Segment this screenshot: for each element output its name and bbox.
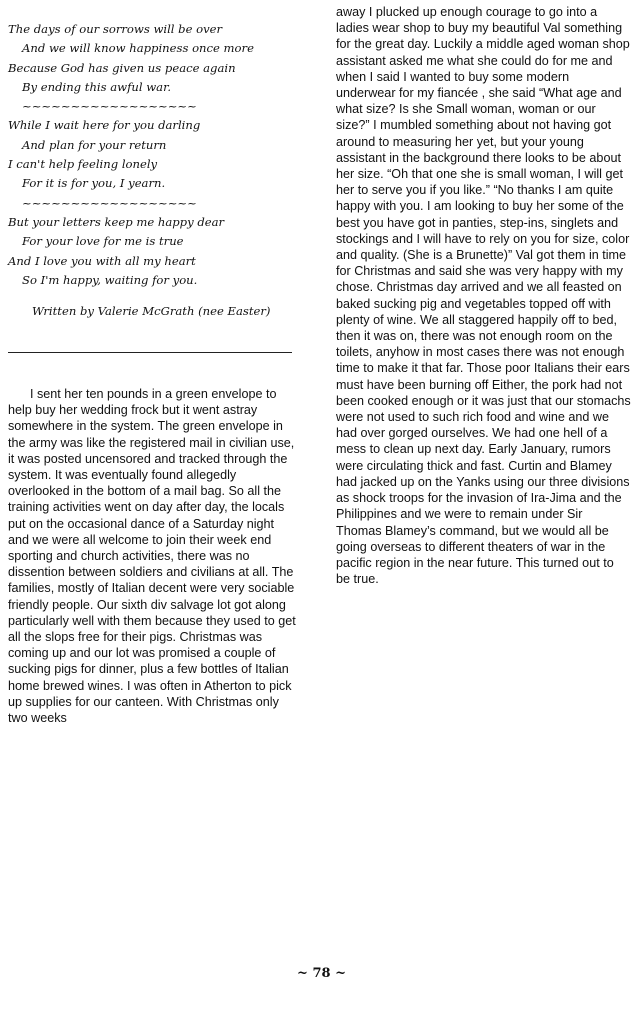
poem-byline: Written by Valerie McGrath (nee Easter)	[32, 304, 271, 319]
left-column	[8, 0, 308, 318]
section-divider	[8, 352, 292, 353]
body-paragraph-left: I sent her ten pounds in a green envelope to help buy her wedding frock but it went astray somewhere in the system. The green envelope in the army was like the registered mail in civilian use, it was posted uncensored and tracked through the system. It was eventually found allegedly overlooked in the bottom of a mail bag. So all the training activities went on day after day, the locals put on the occasional dance of a Saturday night and we were all welcome to join their week end sporting and church activities, there was no dissention between soldiers and civilians at all. The families, mostly of Italian decent were very sociable friendly people. Our sixth div salvage lot got along particularly well with them because they used to get all the slops free for their pigs. Christmas was coming up and our lot was promised a couple of sucking pigs for dinner, plus a few bottles of Italian home brewed wines. I was often in Atherton to pick up supplies for our canteen. With Christmas only two weeks	[8, 387, 296, 726]
poem-line: But your letters keep me happy dear	[8, 214, 225, 229]
poem-line: ~~~~~~~~~~~~~~~~~~	[22, 99, 197, 114]
poem-line: Because God has given us peace again	[8, 60, 236, 75]
poem-line: For your love for me is true	[22, 234, 184, 249]
poem-line: While I wait here for you darling	[8, 118, 201, 133]
poem-line: And I love you with all my heart	[8, 253, 196, 268]
poem-line: ~~~~~~~~~~~~~~~~~~	[22, 195, 197, 210]
poem-line: And we will know happiness once more	[22, 41, 254, 56]
poem-line: By ending this awful war.	[22, 79, 172, 94]
page-number: ~ 78 ~	[297, 966, 346, 981]
poem-line: I can't help feeling lonely	[8, 157, 158, 172]
poem-line: The days of our sorrows will be over	[8, 22, 223, 36]
poem-line: And plan for your return	[22, 137, 167, 152]
poem-line: So I'm happy, waiting for you.	[22, 272, 198, 287]
poem-line: For it is for you, I yearn.	[22, 176, 166, 191]
body-paragraph-right: away I plucked up enough courage to go into a ladies wear shop to buy my beautiful Val something for the great day. Luckily a middle aged woman shop assistant asked me what she could do for me and when I said I wanted to buy some modern underwear for my fiancée , she said “What age and what size? Is she Small woman, woman or our size?” I mumbled something about not having got around to measuring her yet, but your young assistant in the background there looks to be about her size. “Oh that one she is small woman, I will get her to serve you if you like.” “No thanks I am quite happy with you. I am looking to buy her some of the best you have got in panties, step-ins, singlets and stockings and I will have to rely on you for size, color and quality. (She is a Brunette)” Val got them in time for Christmas and said she was very happy with my chose. Christmas day arrived and we all feasted on baked sucking pig and vegetables topped off with plenty of wine. We all staggered happily off to bed, then it was on, there was not enough room on the toilets, anyhow in most cases there was not enough time to make it that far. Those poor Italians their ears must have been burning off Either, the pork had not been cooked enough or it was just that our stomachs were not used to such rich food and wine and we had over gorged ourselves. We had one hell of a mess to clean up next day. Early January, rumors were circulating thick and fast. Curtin and Blamey had jacked up on the Yanks using our three divisions as shock troops for the invasion of Ira-Jima and the Philippines and we were to remain under Sir Thomas Blamey’s command, but we would all be going overseas to different theaters of war in the pacific region in the near future. This turned out to be true.	[336, 5, 631, 587]
left-prose-block	[8, 386, 298, 726]
poem	[8, 20, 308, 290]
right-column	[336, 4, 631, 587]
